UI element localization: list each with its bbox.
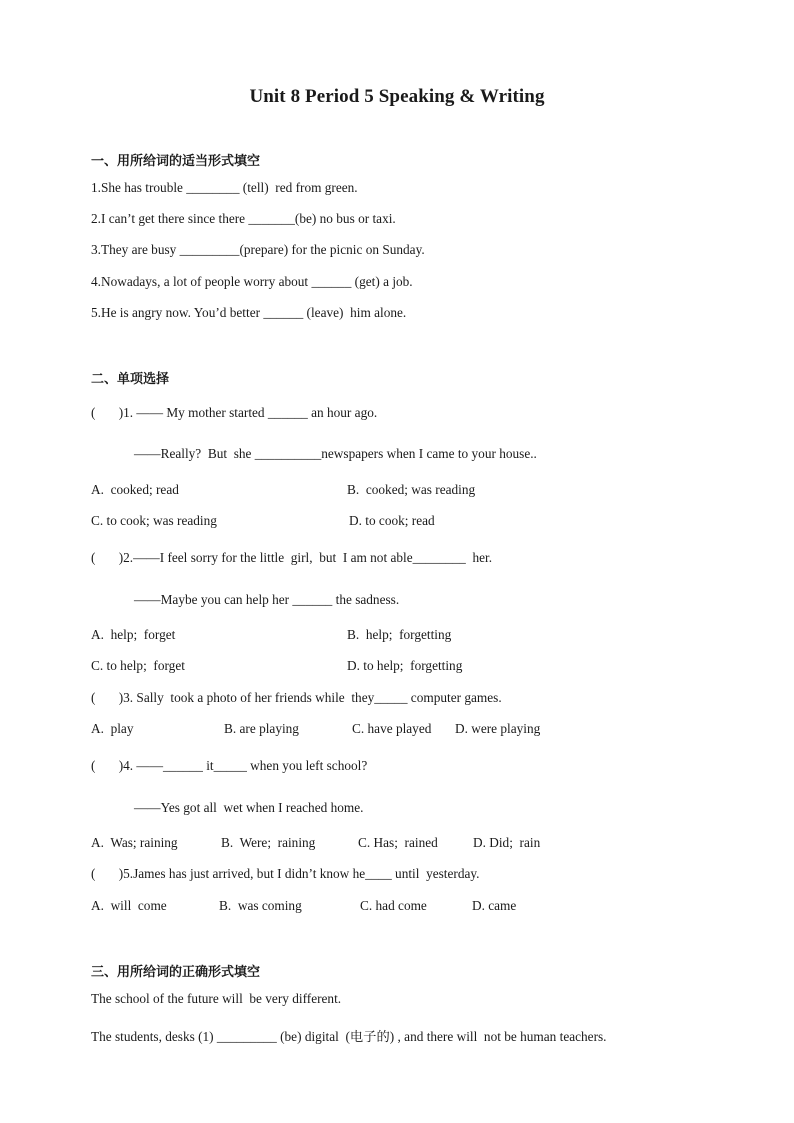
q3-option-b: B. are playing [224,721,299,736]
q2-option-b: B. help; forgetting [347,627,452,642]
q4-stem: ( )4. ——______ it_____ when you left school? [91,758,368,773]
q1-option-d: D. to cook; read [349,513,435,528]
q3-option-c: C. have played [352,721,432,736]
q2-option-d: D. to help; forgetting [347,658,463,673]
s1-item-2: 2.I can’t get there since there _______(be) no bus or taxi. [91,211,396,226]
q1-stem: ( )1. —— My mother started ______ an hour ago. [91,405,378,420]
q1-option-c: C. to cook; was reading [91,513,217,528]
s1-item-5: 5.He is angry now. You’d better ______ (leave) him alone. [91,305,407,320]
q4-reply: ——Yes got all wet when I reached home. [134,800,364,815]
q4-option-d: D. Did; rain [473,835,541,850]
s3-line-1: The school of the future will be very different. [91,991,342,1006]
q5-option-b: B. was coming [219,898,302,913]
section2-heading: 二、单项选择 [91,372,170,387]
q2-reply: ——Maybe you can help her ______ the sadness. [134,592,400,607]
q5-stem: ( )5.James has just arrived, but I didn’t know he____ until yesterday. [91,866,480,881]
q2-option-c: C. to help; forget [91,658,185,673]
q4-option-b: B. Were; raining [221,835,316,850]
q3-stem: ( )3. Sally took a photo of her friends while they_____ computer games. [91,690,502,705]
page-title: Unit 8 Period 5 Speaking & Writing [249,86,545,107]
q2-stem: ( )2.——I feel sorry for the little girl, but I am not able________ her. [91,550,493,565]
q1-option-a: A. cooked; read [91,482,179,497]
section3-heading: 三、用所给词的正确形式填空 [91,965,261,980]
q5-option-c: C. had come [360,898,427,913]
q4-option-a: A. Was; raining [91,835,178,850]
q2-option-a: A. help; forget [91,627,176,642]
s3-line-2: The students, desks (1) _________ (be) digital (电子的) , and there will not be human teachers. [91,1029,607,1044]
q3-option-a: A. play [91,721,134,736]
q5-option-d: D. came [472,898,517,913]
section1-heading: 一、用所给词的适当形式填空 [91,154,261,169]
q1-option-b: B. cooked; was reading [347,482,476,497]
q1-reply: ——Really? But she __________newspapers when I came to your house.. [134,446,537,461]
s1-item-1: 1.She has trouble ________ (tell) red from green. [91,180,358,195]
s1-item-3: 3.They are busy _________(prepare) for the picnic on Sunday. [91,242,425,257]
q4-option-c: C. Has; rained [358,835,438,850]
s1-item-4: 4.Nowadays, a lot of people worry about ______ (get) a job. [91,274,413,289]
q3-option-d: D. were playing [455,721,541,736]
q5-option-a: A. will come [91,898,167,913]
